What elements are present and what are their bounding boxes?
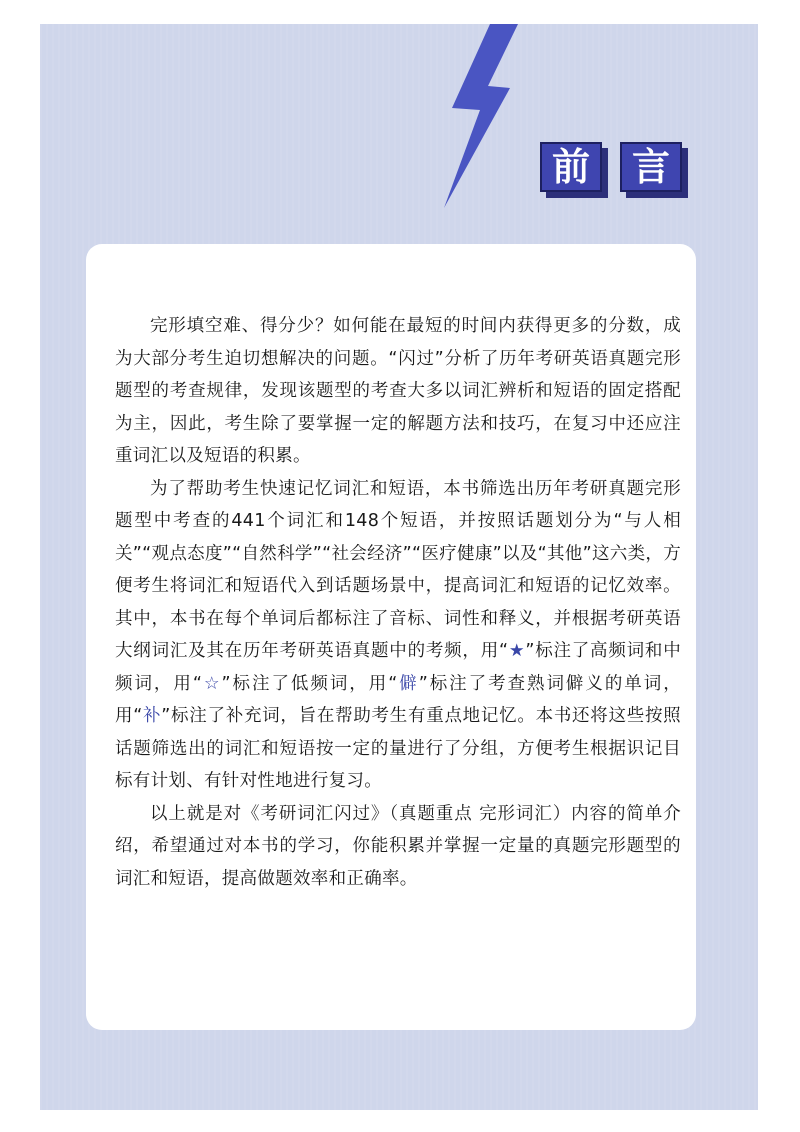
star-filled-icon: ★ — [508, 641, 526, 661]
title-char-box — [620, 142, 688, 198]
paragraph-1: 完形填空难、得分少？如何能在最短的时间内获得更多的分数，成为大部分考生迫切想解决的问题。“闪过”分析了历年考研英语真题完形题型的考查规律，发现该题型的考查大多以词汇辨析和短语的固定搭配为主，因此，考生除了要掌握一定的解题方法和技巧，在复习中还应注重词汇以及短语的积累。 — [115, 316, 681, 466]
paragraph-2-text: ”标注了考查熟词僻义的单词，用“ — [115, 673, 681, 726]
preface-body — [115, 310, 681, 895]
title-char: 前 — [540, 142, 602, 192]
paragraph-2-text: ”标注了高频词和中频词，用“ — [115, 641, 681, 694]
page-title — [540, 142, 688, 198]
star-outline-icon: ☆ — [202, 673, 222, 694]
lightning-bolt-shape — [444, 24, 518, 208]
lightning-bolt-icon — [440, 24, 540, 208]
paragraph-2-text: ”标注了低频词，用“ — [221, 673, 398, 694]
supplement-mark: 补 — [142, 706, 162, 726]
title-char-box — [540, 142, 608, 198]
rare-meaning-mark: 僻 — [397, 673, 419, 694]
paragraph-2-text: ”标注了补充词，旨在帮助考生有重点地记忆。本书还将这些按照话题筛选出的词汇和短语按一定的量进行了分组，方便考生根据识记目标有计划、有针对性地进行复习。 — [115, 706, 681, 791]
title-char: 言 — [620, 142, 682, 192]
paragraph-3: 以上就是对《考研词汇闪过》（真题重点 完形词汇）内容的简单介绍，希望通过对本书的学习，你能积累并掌握一定量的真题完形题型的词汇和短语，提高做题效率和正确率。 — [115, 803, 681, 889]
paragraph-2 — [115, 473, 681, 798]
paragraph-2-text: 为了帮助考生快速记忆词汇和短语，本书筛选出历年考研真题完形题型中考查的441个词汇和148个短语，并按照话题划分为“与人相关”“观点态度”“自然科学”“社会经济”“医疗健康”以及“其他”这六类，方便考生将词汇和短语代入到话题场景中，提高词汇和短语的记忆效率。其中，本书在每个单词后都标注了音标、词性和释义，并根据考研英语大纲词汇及其在历年考研英语真题中的考频，用“ — [115, 478, 681, 661]
